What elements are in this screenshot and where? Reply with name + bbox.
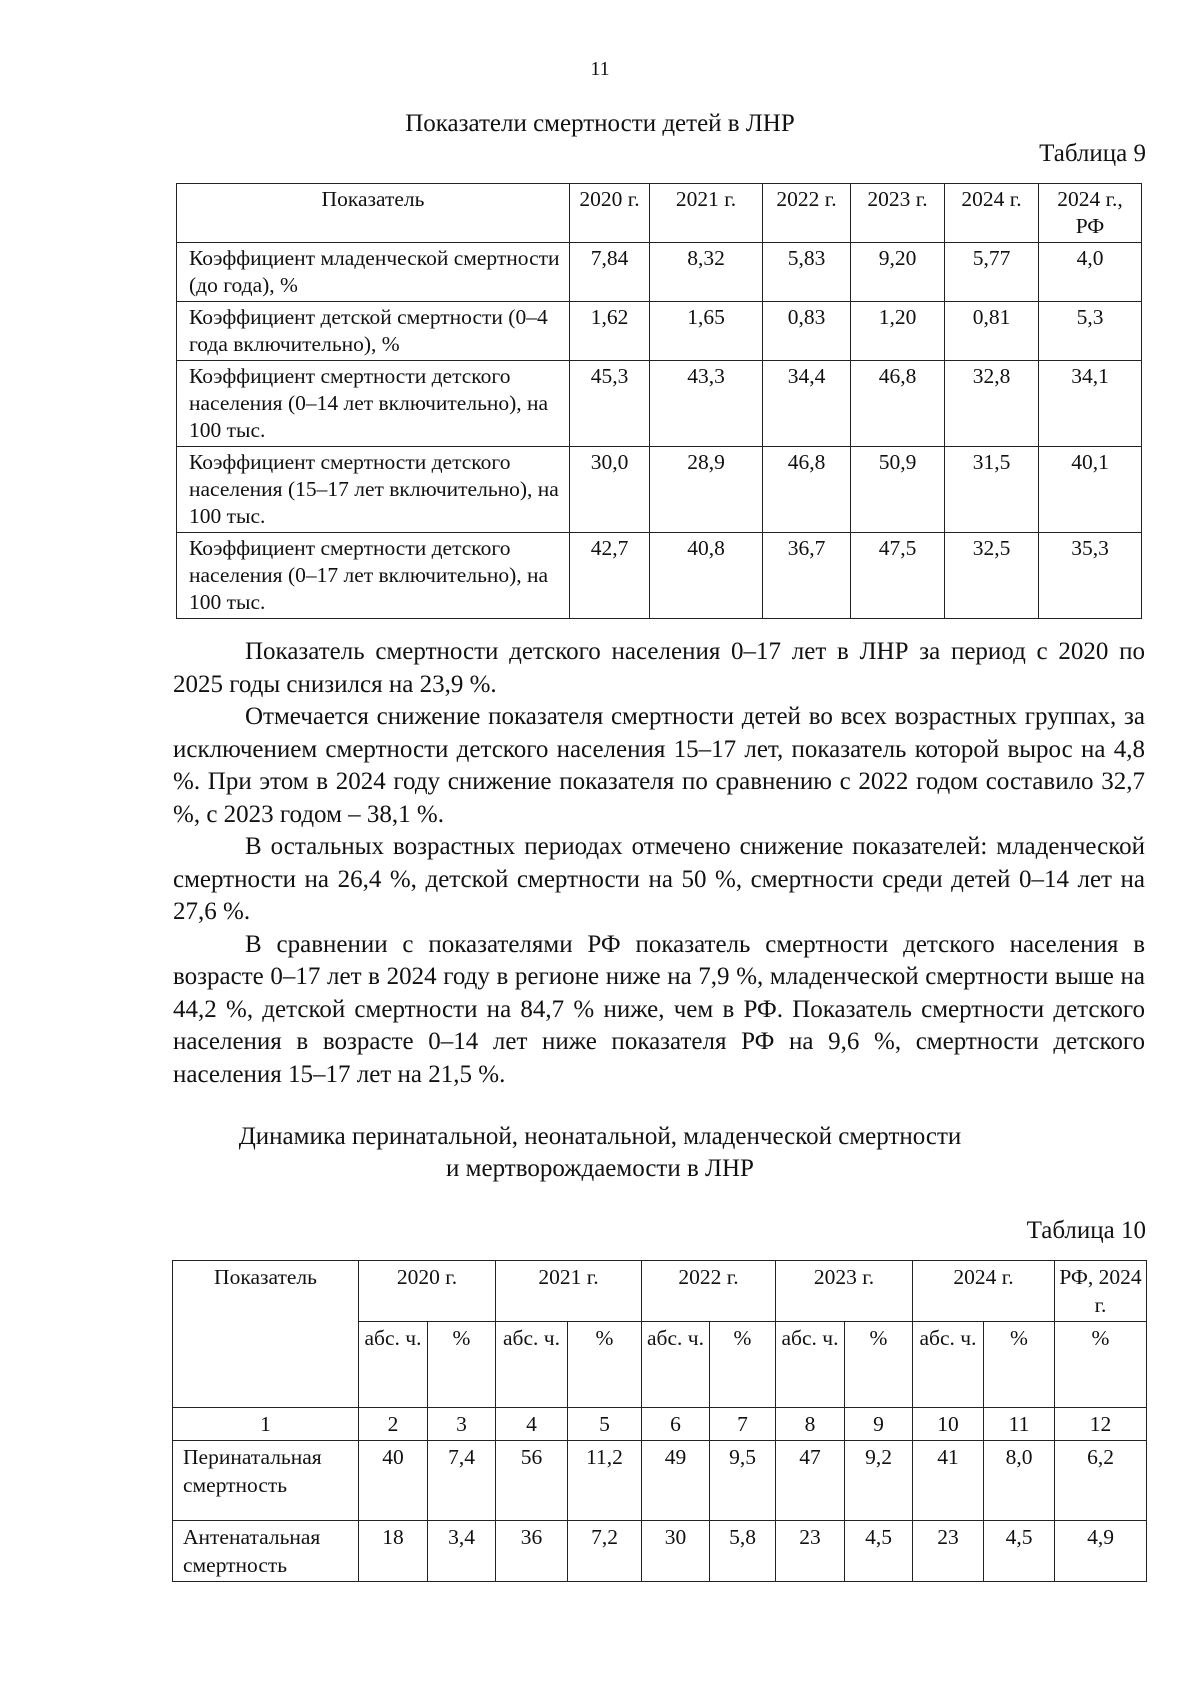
- table10-column-numbers-row: [173, 1408, 1147, 1441]
- table10-header-year: 2022 г.: [642, 1261, 776, 1322]
- table10-value-cell: 18: [359, 1521, 428, 1582]
- table9-value-cell: 50,9: [851, 447, 945, 533]
- table10-value-cell: 7,4: [428, 1441, 496, 1521]
- table10-title-line1: Динамика перинатальной, неонатальной, младенческой смертности: [238, 1123, 962, 1150]
- table9-row: [177, 361, 1142, 447]
- table10-column-number: 9: [845, 1408, 913, 1441]
- table9-value-cell: 30,0: [570, 447, 650, 533]
- table9-value-cell: 40,8: [650, 533, 763, 619]
- table9-header-cell: Показатель: [177, 184, 570, 243]
- table10-column-number: 2: [359, 1408, 428, 1441]
- table10-value-cell: 56: [496, 1441, 568, 1521]
- table10-value-cell: 9,5: [710, 1441, 776, 1521]
- table9-value-cell: 34,4: [763, 361, 851, 447]
- table10-column-number: 5: [568, 1408, 642, 1441]
- table10-value-cell: 47: [776, 1441, 845, 1521]
- table10: [172, 1260, 1147, 1582]
- table10-value-cell: 4,9: [1055, 1521, 1147, 1582]
- table10-value-cell: 7,2: [568, 1521, 642, 1582]
- table10-header-indicator: Показатель: [173, 1261, 359, 1408]
- table10-column-number: 1: [173, 1408, 359, 1441]
- table10-subheader-pct: %: [984, 1322, 1055, 1408]
- body-text: [173, 636, 1145, 1091]
- table9-header-cell: 2024 г., РФ: [1039, 184, 1142, 243]
- table10-title-line2: и мертворождаемости в ЛНР: [446, 1155, 754, 1182]
- table9-row: [177, 302, 1142, 361]
- table9-value-cell: 1,62: [570, 302, 650, 361]
- table10-subheader-pct: %: [710, 1322, 776, 1408]
- table10-subheader-pct: %: [428, 1322, 496, 1408]
- table9-header-row: [177, 184, 1142, 243]
- paragraph: Показатель смертности детского населения 0–17 лет в ЛНР за период с 2020 по 2025 годы снизился на 23,9 %.: [173, 638, 1145, 698]
- table9-value-cell: 7,84: [570, 243, 650, 302]
- table10-column-number: 4: [496, 1408, 568, 1441]
- paragraph: В сравнении с показателями РФ показатель смертности детского населения в возрасте 0–17 лет в 2024 году в регионе ниже на 7,9 %, младенческой смертности выше на 44,2 %, детской смертности на 84,7 % ниже, чем в РФ. Показатель смертности детского населения в возрасте 0–14 лет ниже показателя РФ на 9,6 %, смертности детского населения 15–17 лет на 21,5 %.: [173, 930, 1145, 1088]
- table10-column-number: 11: [984, 1408, 1055, 1441]
- table10-column-number: 7: [710, 1408, 776, 1441]
- table9-row: [177, 243, 1142, 302]
- table9-value-cell: 40,1: [1039, 447, 1142, 533]
- table9-value-cell: 35,3: [1039, 533, 1142, 619]
- table9-value-cell: 28,9: [650, 447, 763, 533]
- table10-value-cell: 41: [913, 1441, 984, 1521]
- table10-value-cell: 11,2: [568, 1441, 642, 1521]
- table9-value-cell: 46,8: [851, 361, 945, 447]
- table10-subheader-abs: абс. ч.: [359, 1322, 428, 1408]
- table9-value-cell: 9,20: [851, 243, 945, 302]
- table10-subheader-abs: абс. ч.: [913, 1322, 984, 1408]
- page-number: 11: [590, 58, 610, 80]
- table10-value-cell: 30: [642, 1521, 710, 1582]
- table9-indicator-cell: Коэффициент смертности детского населения (15–17 лет включительно), на 100 тыс.: [177, 447, 570, 533]
- table9-value-cell: 1,65: [650, 302, 763, 361]
- table9-value-cell: 0,81: [945, 302, 1039, 361]
- table10-value-cell: 6,2: [1055, 1441, 1147, 1521]
- table9-row: [177, 533, 1142, 619]
- table10-value-cell: 23: [776, 1521, 845, 1582]
- table9-indicator-cell: Коэффициент смертности детского населения (0–17 лет включительно), на 100 тыс.: [177, 533, 570, 619]
- paragraph: Отмечается снижение показателя смертности детей во всех возрастных группах, за исключением смертности детского населения 15–17 лет, показатель которой вырос на 4,8 %. При этом в 2024 году снижение показателя по сравнению с 2022 годом составило 32,7 %, с 2023 годом – 38,1 %.: [173, 703, 1145, 828]
- table10-header-year: 2023 г.: [776, 1261, 913, 1322]
- table10-value-cell: 5,8: [710, 1521, 776, 1582]
- table10-subheader-abs: абс. ч.: [496, 1322, 568, 1408]
- table9-indicator-cell: Коэффициент смертности детского населения (0–14 лет включительно), на 100 тыс.: [177, 361, 570, 447]
- table10-subheader-pct: %: [845, 1322, 913, 1408]
- table9-value-cell: 31,5: [945, 447, 1039, 533]
- table9-value-cell: 34,1: [1039, 361, 1142, 447]
- table9-value-cell: 46,8: [763, 447, 851, 533]
- table9-header-cell: 2021 г.: [650, 184, 763, 243]
- table10-column-number: 3: [428, 1408, 496, 1441]
- table10-value-cell: 36: [496, 1521, 568, 1582]
- table9-value-cell: 1,20: [851, 302, 945, 361]
- table10-subheader-pct: %: [1055, 1322, 1147, 1408]
- table10-label: Таблица 10: [1026, 1217, 1146, 1244]
- table9-value-cell: 8,32: [650, 243, 763, 302]
- table9-header-cell: 2020 г.: [570, 184, 650, 243]
- table9-value-cell: 5,3: [1039, 302, 1142, 361]
- table9-value-cell: 45,3: [570, 361, 650, 447]
- table10-value-cell: 23: [913, 1521, 984, 1582]
- table9-indicator-cell: Коэффициент младенческой смертности (до года), %: [177, 243, 570, 302]
- table9-value-cell: 4,0: [1039, 243, 1142, 302]
- table10-header-row: [173, 1261, 1147, 1322]
- table9-indicator-cell: Коэффициент детской смертности (0–4 года включительно), %: [177, 302, 570, 361]
- table10-value-cell: 9,2: [845, 1441, 913, 1521]
- table9-value-cell: 32,5: [945, 533, 1039, 619]
- table10-indicator-cell: Перинатальная смертность: [173, 1441, 359, 1521]
- table10-column-number: 10: [913, 1408, 984, 1441]
- table10-value-cell: 4,5: [845, 1521, 913, 1582]
- table9: [176, 183, 1142, 619]
- table10-subheader-abs: абс. ч.: [776, 1322, 845, 1408]
- table10-header-year: 2020 г.: [359, 1261, 496, 1322]
- table9-value-cell: 36,7: [763, 533, 851, 619]
- table9-value-cell: 5,77: [945, 243, 1039, 302]
- table10-header-year: 2021 г.: [496, 1261, 642, 1322]
- table9-row: [177, 447, 1142, 533]
- table9-value-cell: 5,83: [763, 243, 851, 302]
- table10-row: [173, 1441, 1147, 1521]
- table10-row: [173, 1521, 1147, 1582]
- table10-indicator-cell: Антенатальная смертность: [173, 1521, 359, 1582]
- table9-header-cell: 2024 г.: [945, 184, 1039, 243]
- table10-subheader-pct: %: [568, 1322, 642, 1408]
- table9-header-cell: 2022 г.: [763, 184, 851, 243]
- table10-subheader-abs: абс. ч.: [642, 1322, 710, 1408]
- table10-column-number: 8: [776, 1408, 845, 1441]
- table10-value-cell: 40: [359, 1441, 428, 1521]
- table9-header-cell: 2023 г.: [851, 184, 945, 243]
- table9-value-cell: 42,7: [570, 533, 650, 619]
- table10-value-cell: 8,0: [984, 1441, 1055, 1521]
- table10-column-number: 6: [642, 1408, 710, 1441]
- table9-value-cell: 47,5: [851, 533, 945, 619]
- table9-label: Таблица 9: [1039, 140, 1146, 167]
- table10-value-cell: 49: [642, 1441, 710, 1521]
- paragraph: В остальных возрастных периодах отмечено снижение показателей: младенческой смертности на 26,4 %, детской смертности на 50 %, смертности среди детей 0–14 лет на 27,6 %.: [173, 833, 1145, 925]
- table9-value-cell: 43,3: [650, 361, 763, 447]
- table9-title: Показатели смертности детей в ЛНР: [405, 110, 795, 137]
- table10-header-year: 2024 г.: [913, 1261, 1055, 1322]
- table10-header-rf: РФ, 2024 г.: [1055, 1261, 1147, 1322]
- table10-value-cell: 3,4: [428, 1521, 496, 1582]
- table10-value-cell: 4,5: [984, 1521, 1055, 1582]
- table9-value-cell: 0,83: [763, 302, 851, 361]
- table9-value-cell: 32,8: [945, 361, 1039, 447]
- table10-column-number: 12: [1055, 1408, 1147, 1441]
